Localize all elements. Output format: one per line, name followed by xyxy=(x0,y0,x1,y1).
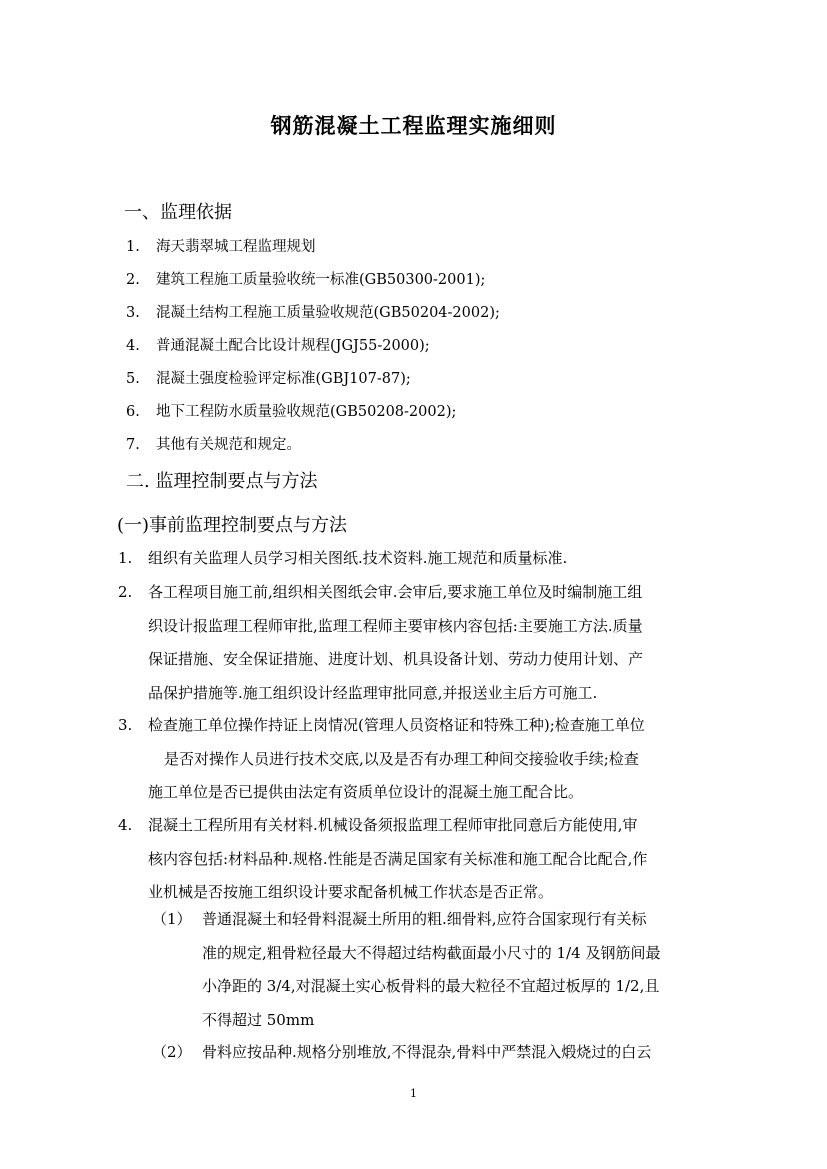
method-item: 4. 混凝土工程所用有关材料.机械设备须报监理工程师审批同意后方能使用,审 核内容包括:材料品种.规格.性能是否满足国家有关标准和施工配合比配合,作 业机械是否按施工组织设计要求配备机械工作状态是否正常。 xyxy=(118,816,648,901)
basis-item: 3. 混凝土结构工程施工质量验收规范(GB50204-2002); xyxy=(126,305,500,321)
basis-item: 7. 其他有关规范和规定。 xyxy=(126,437,301,453)
page-number: 1 xyxy=(410,1087,417,1100)
basis-item: 1. 海天翡翠城工程监理规划 xyxy=(126,239,316,255)
basis-item: 6. 地下工程防水质量验收规范(GB50208-2002); xyxy=(126,404,457,420)
basis-item: 2. 建筑工程施工质量验收统一标准(GB50300-2001); xyxy=(126,272,486,288)
section2-subheading: (一)事前监理控制要点与方法 xyxy=(117,515,348,536)
method-item: 3. 检查施工单位操作持证上岗情况(管理人员资格证和特殊工种);检查施工单位 是否对操作人员进行技术交底,以及是否有办理工种间交接验收手续;检查 施工单位是否已提供由法定有资质单位设计的混凝土施工配合比。 xyxy=(118,716,645,801)
document-title: 钢筋混凝土工程监理实施细则 xyxy=(270,113,557,138)
section2-heading: 二. 监理控制要点与方法 xyxy=(126,471,318,492)
method-subitem: （1） 普通混凝土和轻骨料混凝土所用的粗.细骨料,应符合国家现行有关标 准的规定,粗骨粒径最大不得超过结构截面最小尺寸的 1/4 及钢筋间最 小净距的 3/4,对混凝土实心板骨料的最大粒径不宜超过板厚的 1/2,且 不得超过 50mm xyxy=(152,910,661,1029)
method-item: 2. 各工程项目施工前,组织相关图纸会审.会审后,要求施工单位及时编制施工组 织设计报监理工程师审批,监理工程师主要审核内容包括:主要施工方法.质量 保证措施、安全保证措施、进度计划、机具设备计划、劳动力使用计划、产 品保护措施等.施工组织设计经监理审批同意,并报送业主后方可施工. xyxy=(118,583,644,702)
basis-item: 4. 普通混凝土配合比设计规程(JGJ55-2000); xyxy=(126,338,430,354)
method-item: 1. 组织有关监理人员学习相关图纸.技术资料.施工规范和质量标准. xyxy=(118,549,568,567)
basis-list xyxy=(126,231,500,462)
method-subitem: （2） 骨料应按品种.规格分别堆放,不得混杂,骨料中严禁混入煅烧过的白云 xyxy=(152,1043,652,1061)
section1-heading: 一、监理依据 xyxy=(124,202,232,223)
basis-item: 5. 混凝土强度检验评定标准(GBJ107-87); xyxy=(126,371,411,387)
